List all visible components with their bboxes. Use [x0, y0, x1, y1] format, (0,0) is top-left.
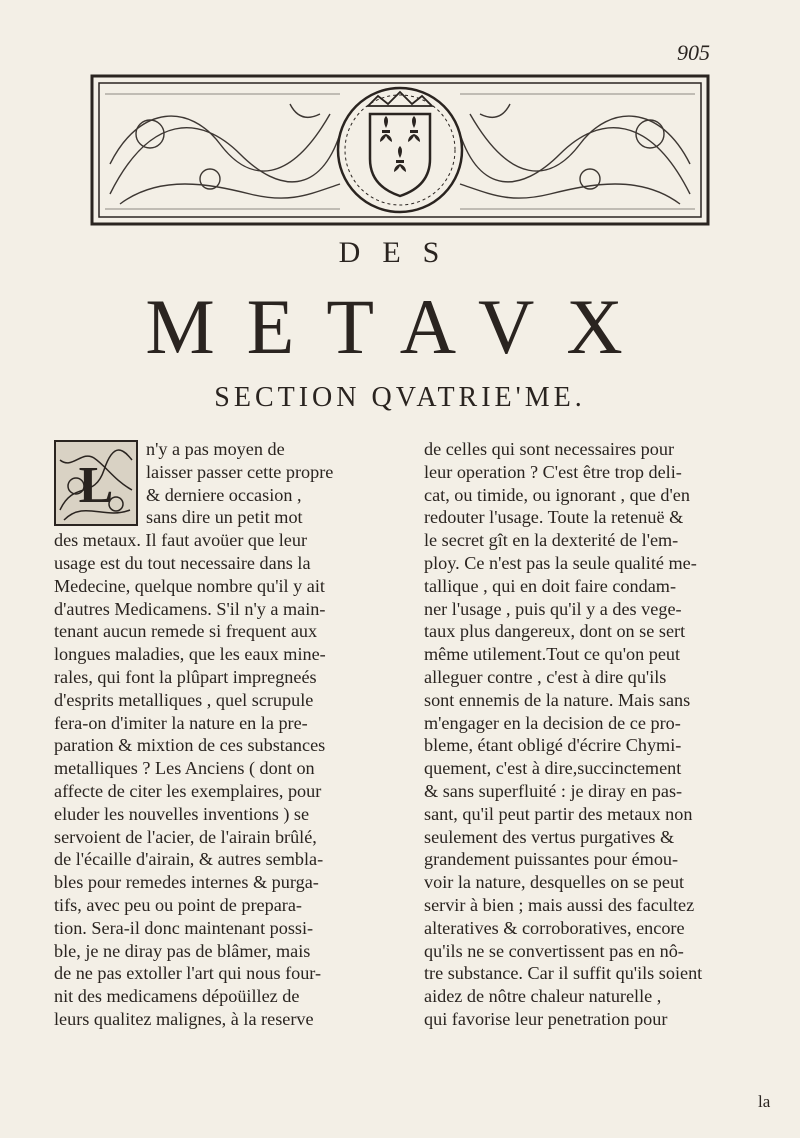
- text-line: quement, c'est à dire,succinctement: [424, 758, 682, 779]
- text-line: qui favorise leur penetration pour: [424, 1008, 668, 1029]
- text-line: le secret gît en la dexterité de l'em-: [424, 530, 679, 551]
- dropcap-letter: L: [78, 457, 114, 514]
- text-line: servir à bien ; mais aussi des facultez: [424, 894, 695, 915]
- text-line: m'engager en la decision de ce pro-: [424, 712, 681, 733]
- text-line: nit des medicamens dépoüillez de: [54, 986, 300, 1007]
- text-line: qu'ils ne se convertissent pas en nô-: [424, 940, 684, 961]
- text-line: tion. Sera-il donc maintenant possi-: [54, 917, 314, 938]
- section-heading: SECTION QVATRIE'ME.: [214, 382, 586, 413]
- text-line: bles pour remedes internes & purga-: [54, 872, 319, 893]
- left-column-text: [54, 438, 386, 1031]
- text-line: ner l'usage , puis qu'il y a des vege-: [424, 598, 682, 619]
- text-line: redouter l'usage. Toute la retenuë &: [424, 507, 684, 528]
- ornamental-initial-icon: [54, 440, 138, 526]
- text-line: d'esprits metalliques , quel scrupule: [54, 689, 314, 710]
- text-line: affecte de citer les exemplaires, pour: [54, 780, 322, 801]
- text-line: ploy. Ce n'est pas la seule qualité me-: [424, 552, 697, 573]
- text-line: bleme, étant obligé d'écrire Chymi-: [424, 735, 682, 756]
- text-line: metalliques ? Les Anciens ( dont on: [54, 758, 315, 779]
- page-title: METAVX: [145, 283, 655, 370]
- text-line: paration & mixtion de ces substances: [54, 735, 326, 756]
- text-line: Medecine, quelque nombre qu'il y ait: [54, 575, 325, 596]
- header-des: DES: [338, 236, 462, 269]
- text-line: laisser passer cette propre: [146, 461, 334, 482]
- text-line: usage est du tout necessaire dans la: [54, 552, 311, 573]
- fleur-de-lis-coat-of-arms-icon: [90, 74, 710, 226]
- text-line: & sans superfluité : je diray en pas-: [424, 780, 683, 801]
- right-column-text: [424, 438, 771, 1031]
- text-line: rales, qui font la plûpart impregneés: [54, 666, 317, 687]
- text-line: alleguer contre , c'est à dire qu'ils: [424, 666, 667, 687]
- text-line: des metaux. Il faut avoüer que leur: [54, 530, 308, 551]
- catchword: la: [758, 1092, 771, 1111]
- text-line: de ne pas extoller l'art qui nous four-: [54, 963, 322, 984]
- text-line: servoient de l'acier, de l'airain brûlé,: [54, 826, 317, 847]
- text-line: eluder les nouvelles inventions ) se: [54, 803, 310, 824]
- text-line: leur operation ? C'est être trop deli-: [424, 461, 682, 482]
- text-line: ble, je ne diray pas de blâmer, mais: [54, 940, 311, 961]
- text-line: d'autres Medicamens. S'il n'y a main-: [54, 598, 326, 619]
- right-column: [424, 438, 771, 1031]
- text-line: sant, qu'il peut partir des metaux non: [424, 803, 693, 824]
- text-line: même utilement.Tout ce qu'on peut: [424, 644, 681, 665]
- text-line: tifs, avec peu ou point de prepara-: [54, 894, 302, 915]
- text-line: tre substance. Car il suffit qu'ils soient: [424, 963, 703, 984]
- left-column: [54, 438, 386, 1031]
- text-line: sans dire un petit mot: [146, 507, 303, 528]
- text-line: & derniere occasion ,: [146, 484, 302, 505]
- page-number: 905: [677, 40, 710, 65]
- text-line: tallique , qui en doit faire condam-: [424, 575, 677, 596]
- text-line: seulement des vertus purgatives &: [424, 826, 675, 847]
- text-line: aidez de nôtre chaleur naturelle ,: [424, 986, 662, 1007]
- text-line: tenant aucun remede si frequent aux: [54, 621, 318, 642]
- text-line: taux plus dangereux, dont on se sert: [424, 621, 686, 642]
- text-line: alteratives & corroboratives, encore: [424, 917, 685, 938]
- text-line: leurs qualitez malignes, à la reserve: [54, 1008, 314, 1029]
- text-line: fera-on d'imiter la nature en la pre-: [54, 712, 308, 733]
- text-line: de celles qui sont necessaires pour: [424, 439, 674, 459]
- text-line: longues maladies, que les eaux mine-: [54, 644, 326, 665]
- text-line: sont ennemis de la nature. Mais sans: [424, 689, 691, 710]
- text-line: voir la nature, desquelles on se peut: [424, 872, 685, 893]
- text-line: n'y a pas moyen de: [146, 439, 285, 459]
- text-line: de l'écaille d'airain, & autres sembla-: [54, 849, 324, 870]
- text-line: grandement puissantes pour émou-: [424, 849, 679, 870]
- text-line: cat, ou timide, ou ignorant , que d'en: [424, 484, 690, 505]
